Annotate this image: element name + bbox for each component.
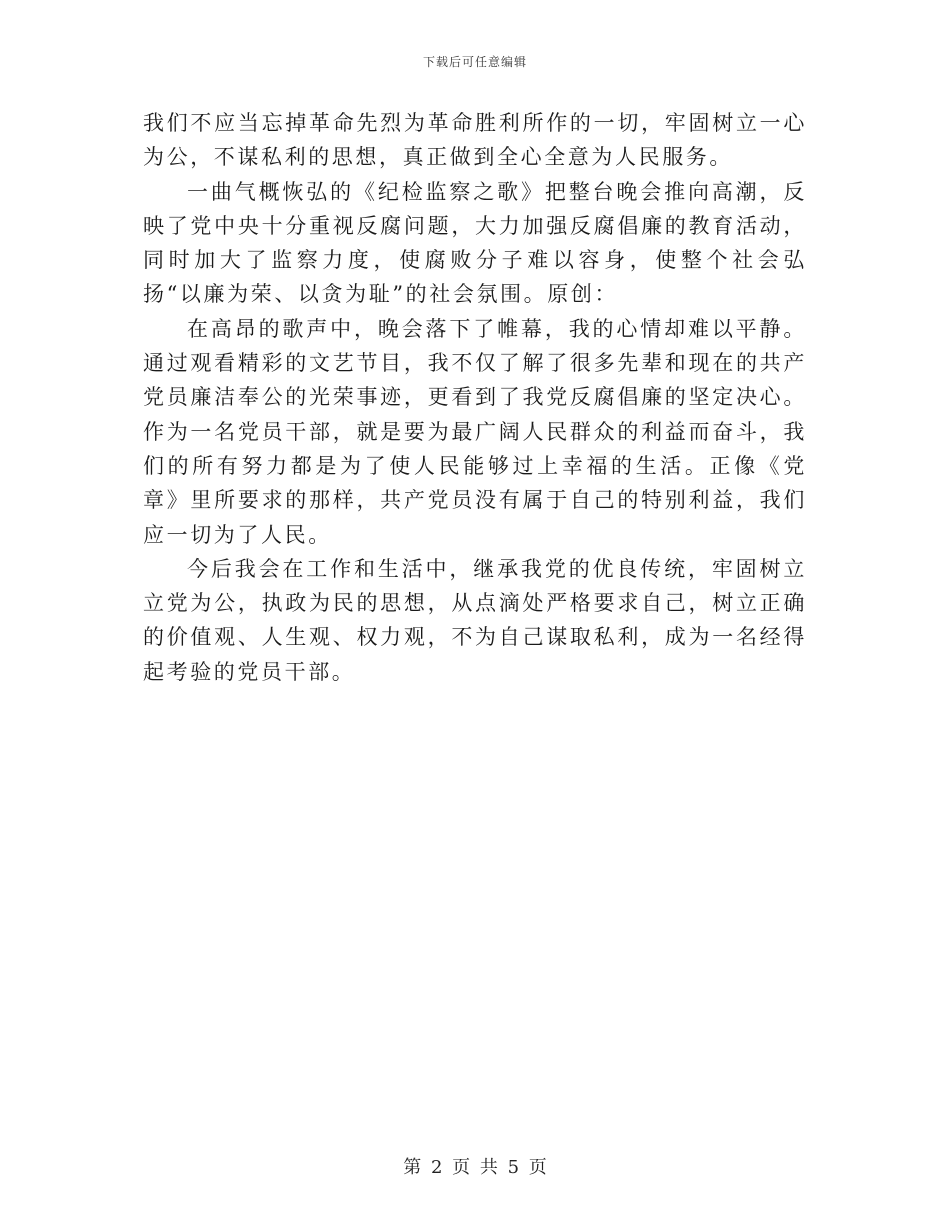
document-body xyxy=(143,106,807,689)
paragraph-4: 今后我会在工作和生活中，继承我党的优良传统，牢固树立立党为公，执政为民的思想，从点滴处严格要求自己，树立正确的价值观、人生观、权力观，不为自己谋取私利，成为一名经得起考验的党员干部。 xyxy=(143,556,807,684)
paragraph-1: 我们不应当忘掉革命先烈为革命胜利所作的一切，牢固树立一心为公，不谋私利的思想，真正做到全心全意为人民服务。 xyxy=(143,111,807,170)
page-number: 第 2 页 共 5 页 xyxy=(403,1157,547,1178)
paragraph-2: 一曲气概恢弘的《纪检监察之歌》把整台晚会推向高潮，反映了党中央十分重视反腐问题，大力加强反腐倡廉的教育活动，同时加大了监察力度，使腐败分子难以容身，使整个社会弘扬“以廉为荣、以贪为耻”的社会氛围。原创： xyxy=(143,179,807,307)
page-header-note: 下载后可任意编辑 xyxy=(422,55,527,69)
paragraph-3: 在高昂的歌声中，晚会落下了帷幕，我的心情却难以平静。通过观看精彩的文艺节目，我不仅了解了很多先辈和现在的共产党员廉洁奉公的光荣事迹，更看到了我党反腐倡廉的坚定决心。作为一名党员干部，就是要为最广阔人民群众的利益而奋斗，我们的所有努力都是为了使人民能够过上幸福的生活。正像《党章》里所要求的那样，共产党员没有属于自己的特别利益，我们应一切为了人民。 xyxy=(143,316,807,547)
